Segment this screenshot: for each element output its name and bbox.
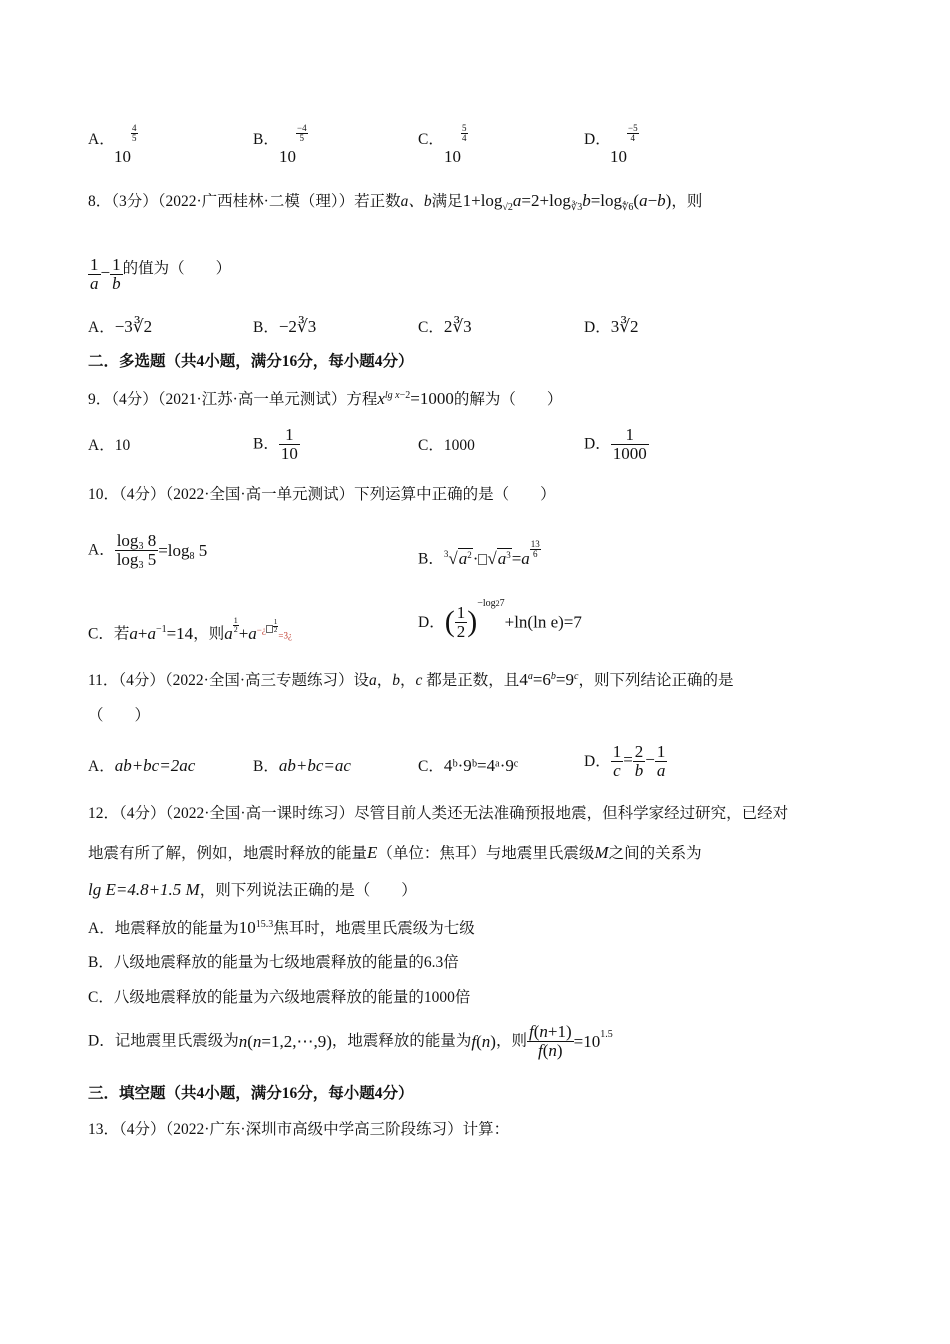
section-heading-multiple-choice: 二．多选题（共4小题，满分16分，每小题4分） xyxy=(88,353,414,370)
q7-option-d: D． xyxy=(584,131,611,148)
q12-option-c: C．八级地震释放的能量为六级地震释放的能量的1000倍 xyxy=(88,989,471,1006)
q7-option-a-value: 10 $\frac{4}{5}$ xyxy=(114,123,137,166)
q11-stem: 11．（4分）（2022·全国·高三专题练习）设a，b，c 都是正数，且$4^a=6^b=9^c$，则下列结论正确的是 xyxy=(88,670,734,689)
q12-option-d: D．记地震里氏震级为n(n=1,2,⋯,9)，地震释放的能量为f(n)，则 $\frac{f(n+1)}{f(n)}$ $=10^{1.5}$ xyxy=(88,1022,613,1060)
q7-option-a xyxy=(88,132,115,148)
q11-equation: $4^a=6^b=9^c$ xyxy=(519,670,579,689)
q9-option-d: D． $\frac{1}{1000}$ xyxy=(584,425,647,463)
option-label: A． xyxy=(88,131,115,148)
q9-option-a: A．10 xyxy=(88,437,131,454)
q11-option-d: D． $\frac{1}{c}$ = $\frac{2}{b}$ − $\frac{1}{a}$ xyxy=(584,742,666,780)
q8-equation: $1+\log_{√2}a=2+\log_{∛3}b=\log_{∜6}(a-b)$ xyxy=(462,191,672,213)
q7-option-c-value: 10 $\frac{5}{4}$ xyxy=(444,123,467,166)
q7-option-b-value: 10 $\frac{-4}{5}$ xyxy=(279,123,307,166)
q10-option-b: B．$^3√a^2\cdot √a^3=a$ $\frac{13}{6}$ xyxy=(418,539,540,568)
q10-option-c: C．若$a+a^{-1}=14$，则a $\frac{1}{2}$ +a−¿ $\frac{1}{2}$ =3¿ xyxy=(88,616,292,643)
q10-option-d: D．( $\frac{1}{2}$ )$^{-log27}$+ln(ln e)=7 xyxy=(418,598,582,641)
q9-option-b: B． $\frac{1}{10}$ xyxy=(253,425,298,463)
q7-option-b: B． xyxy=(253,131,279,148)
q8-stem-line2: $\frac{1}{a}$ − $\frac{1}{b}$ 的值为（ ） xyxy=(90,255,232,293)
q9-equation: $x^{lg x-2}=1000$ xyxy=(377,389,454,408)
q8-stem: 8．（3分）（2022·广西桂林·二模（理））若正数a、b满足$1+\log_{√2}a=2+\log_{∛3}b=\log_{∜6}(a-b)$，则 xyxy=(88,191,703,213)
section-heading-fill-in: 三．填空题（共4小题，满分16分，每小题4分） xyxy=(88,1085,414,1102)
q11-stem-line2: （ ） xyxy=(88,707,151,724)
q8-option-d: D．3∛2 xyxy=(584,317,639,336)
q12-stem-line1: 12．（4分）（2022·全国·高一课时练习）尽管目前人类还无法准确预报地震，但科学家经过研究，已经对 xyxy=(88,805,789,822)
q12-stem-line2: 地震有所了解，例如，地震时释放的能量E（单位：焦耳）与地震里氏震级M之间的关系为 xyxy=(88,843,702,862)
q8-option-b: B．−2∛3 xyxy=(253,317,317,336)
q12-option-a: A．地震释放的能量为$10^{15.3}$焦耳时，地震里氏震级为七级 xyxy=(88,918,475,937)
q12-option-b: B．八级地震释放的能量为七级地震释放的能量的6.3倍 xyxy=(88,954,459,971)
q11-option-c: C．4ᵇ·9ᵇ=4ᵃ·9ᶜ xyxy=(418,756,519,775)
q8-option-c: C．2∛3 xyxy=(418,317,472,336)
q7-option-d-value: 10 $\frac{-5}{4}$ xyxy=(610,123,638,166)
q9-stem: 9．（4分）（2021·江苏·高一单元测试）方程$x^{lg x-2}=1000$的解为（ ） xyxy=(88,389,563,408)
q10-stem: 10．（4分）（2022·全国·高一单元测试）下列运算中正确的是（ ） xyxy=(88,486,556,503)
q11-option-a: A．ab+bc=2ac xyxy=(88,756,196,775)
q13-stem: 13．（4分）（2022·广东·深圳市高级中学高三阶段练习）计算： xyxy=(88,1121,510,1138)
q12-stem-line3: lg E=4.8+1.5 M，则下列说法正确的是（ ） xyxy=(88,880,417,899)
q9-option-c: C．1000 xyxy=(418,437,475,454)
q10-option-a: A． $\frac{\log 3 8}{\log 3 5}$ =log8 5 xyxy=(88,531,208,571)
q7-option-c: C． xyxy=(418,131,444,148)
q11-option-b: B．ab+bc=ac xyxy=(253,756,351,775)
q8-option-a: A．−3∛2 xyxy=(88,317,153,336)
